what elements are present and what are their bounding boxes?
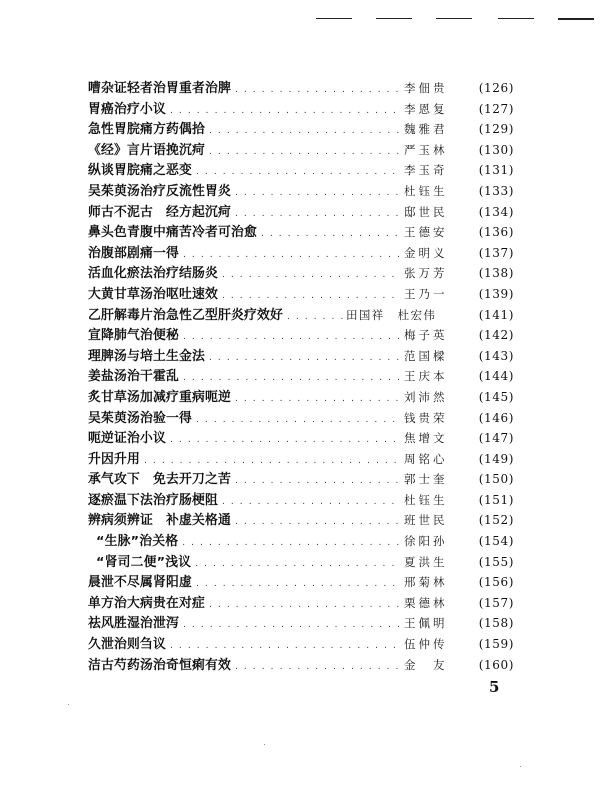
entry-title: 吴茱萸汤治验一得 [88, 410, 192, 426]
entry-author: 钱贵荣 [404, 410, 448, 425]
toc-entry[interactable] [88, 531, 514, 552]
header-rule [376, 18, 412, 19]
toc-entry[interactable] [88, 613, 514, 634]
toc-entry[interactable] [88, 140, 514, 161]
entry-page: (133) [478, 183, 514, 198]
header-rules [312, 18, 612, 22]
header-rule [558, 18, 594, 20]
entry-title: 承气攻下 免去开刀之苦 [88, 472, 231, 488]
entry-author: 杜钰生 [404, 492, 448, 507]
toc-entry[interactable] [88, 202, 514, 223]
dot-leader [196, 410, 401, 431]
entry-page: (127) [478, 101, 514, 116]
entry-title: 姜盐汤治干霍乱 [88, 369, 179, 385]
toc-entry[interactable] [88, 428, 514, 449]
entry-title: 吴茱萸汤治疗反流性胃炎 [88, 183, 231, 199]
header-rule [498, 18, 534, 19]
table-of-contents [88, 78, 514, 675]
toc-entry[interactable] [88, 490, 514, 511]
entry-author: 田国祥 杜宏伟 [346, 307, 437, 322]
entry-page: (147) [478, 431, 514, 446]
toc-entry[interactable] [88, 510, 514, 531]
dot-leader [235, 389, 401, 410]
entry-author: 班世民 [404, 513, 448, 528]
entry-author: 李恩复 [404, 101, 448, 116]
entry-title: 单方治大病贵在对症 [88, 595, 205, 611]
entry-title: 师古不泥古 经方起沉疴 [88, 204, 231, 220]
entry-author: 栗德林 [404, 595, 448, 610]
toc-entry[interactable] [88, 160, 514, 181]
dot-leader [170, 636, 401, 657]
toc-entry[interactable] [88, 305, 514, 326]
toc-entry[interactable] [88, 449, 514, 470]
entry-page: (157) [478, 595, 514, 610]
entry-author: 杜钰生 [404, 183, 448, 198]
dot-leader [209, 121, 401, 142]
dot-leader [182, 533, 401, 554]
entry-page: (156) [478, 575, 514, 590]
entry-title: 理脾汤与培土生金法 [88, 348, 205, 364]
dot-leader [196, 574, 401, 595]
entry-author: 梅子英 [404, 328, 448, 343]
scan-speck [520, 766, 521, 767]
toc-entry[interactable] [88, 572, 514, 593]
toc-entry[interactable] [88, 243, 514, 264]
entry-page: (158) [478, 616, 514, 631]
entry-page: (149) [478, 451, 514, 466]
dot-leader [235, 183, 401, 204]
entry-author: 周铭心 [404, 451, 448, 466]
entry-title: 逐瘀温下法治疗肠梗阻 [88, 492, 218, 508]
entry-page: (131) [478, 163, 514, 178]
entry-title: “肾司二便”浅议 [96, 554, 192, 570]
dot-leader [209, 595, 401, 616]
dot-leader [209, 348, 401, 369]
entry-title: 久泄治则刍议 [88, 637, 166, 653]
toc-entry[interactable] [88, 655, 514, 676]
toc-entry[interactable] [88, 634, 514, 655]
toc-entry[interactable] [88, 387, 514, 408]
toc-entry[interactable] [88, 222, 514, 243]
entry-title: “生脉”治关格 [96, 534, 179, 550]
entry-author: 邢菊林 [404, 575, 448, 590]
toc-entry[interactable] [88, 119, 514, 140]
entry-page: (142) [478, 328, 514, 343]
entry-title: 祛风胜湿治泄泻 [88, 616, 179, 632]
dot-leader [144, 451, 401, 472]
toc-entry[interactable] [88, 346, 514, 367]
entry-title: 《经》言片语挽沉疴 [88, 142, 205, 158]
entry-page: (141) [478, 307, 514, 322]
entry-author: 李玉奇 [404, 163, 448, 178]
page-number: 5 [489, 678, 500, 696]
entry-page: (146) [478, 410, 514, 425]
entry-title: 宣降肺气治便秘 [88, 328, 179, 344]
dot-leader [235, 657, 401, 678]
entry-page: (137) [478, 245, 514, 260]
entry-page: (152) [478, 513, 514, 528]
dot-leader [235, 204, 401, 225]
entry-page: (155) [478, 554, 514, 569]
entry-page: (159) [478, 637, 514, 652]
toc-entry[interactable] [88, 181, 514, 202]
dot-leader [222, 265, 401, 286]
entry-title: 晨泄不尽属肾阳虚 [88, 575, 192, 591]
toc-entry[interactable] [88, 366, 514, 387]
toc-entry[interactable] [88, 552, 514, 573]
entry-author: 焦增文 [404, 431, 448, 446]
entry-title: 乙肝解毒片治急性乙型肝炎疗效好 [88, 307, 283, 323]
toc-entry[interactable] [88, 469, 514, 490]
entry-author: 王佩明 [404, 616, 448, 631]
header-rule [436, 18, 472, 19]
toc-entry[interactable] [88, 408, 514, 429]
toc-entry[interactable] [88, 284, 514, 305]
header-rule [316, 18, 352, 19]
dot-leader [235, 512, 401, 533]
entry-title: 活血化瘀法治疗结肠炎 [88, 266, 218, 282]
dot-leader [183, 368, 401, 389]
entry-page: (144) [478, 369, 514, 384]
entry-author: 王德安 [404, 225, 448, 240]
entry-author: 王乃一 [404, 286, 448, 301]
dot-leader [235, 80, 401, 101]
entry-page: (138) [478, 266, 514, 281]
entry-author: 邸世民 [404, 204, 448, 219]
toc-entry[interactable] [88, 99, 514, 120]
toc-entry[interactable] [88, 325, 514, 346]
entry-title: 炙甘草汤加减疗重病呃逆 [88, 389, 231, 405]
entry-title: 洁古芍药汤治奇恒痢有效 [88, 657, 231, 673]
entry-author: 魏雅君 [404, 122, 448, 137]
dot-leader [183, 245, 401, 266]
entry-page: (154) [478, 534, 514, 549]
entry-page: (126) [478, 81, 514, 95]
dot-leader [222, 286, 401, 307]
toc-entry[interactable] [88, 263, 514, 284]
entry-author: 金 友 [404, 657, 448, 672]
entry-title: 急性胃脘痛方药偶拾 [88, 122, 205, 138]
entry-author: 郭士奎 [404, 472, 448, 487]
entry-author: 夏洪生 [404, 554, 448, 569]
dot-leader [170, 430, 401, 451]
entry-title: 升因升用 [88, 451, 140, 467]
entry-title: 大黄甘草汤治呕吐速效 [88, 286, 218, 302]
entry-page: (134) [478, 204, 514, 219]
entry-page: (160) [478, 657, 514, 672]
entry-author: 徐阳孙 [404, 534, 448, 549]
entry-author: 伍仲传 [404, 637, 448, 652]
entry-title: 呃逆证治小议 [88, 431, 166, 447]
entry-page: (136) [478, 225, 514, 240]
dot-leader [222, 492, 401, 513]
scan-speck [68, 704, 69, 705]
toc-entry[interactable] [88, 593, 514, 614]
entry-title: 胃癌治疗小议 [88, 101, 166, 117]
entry-author: 刘沛然 [404, 389, 448, 404]
entry-title: 纵谈胃脘痛之恶变 [88, 163, 192, 179]
entry-page: (130) [478, 142, 514, 157]
entry-page: (150) [478, 472, 514, 487]
dot-leader [196, 162, 401, 183]
dot-leader [261, 224, 401, 245]
dot-leader [170, 101, 401, 122]
entry-author: 严玉林 [404, 142, 448, 157]
entry-title: 辨病须辨证 补虚关格通 [88, 513, 231, 529]
entry-page: (139) [478, 286, 514, 301]
entry-author: 张万芳 [404, 266, 448, 281]
toc-entry[interactable] [88, 78, 514, 99]
entry-title: 嘈杂证轻者治胃重者治脾 [88, 81, 231, 96]
entry-author: 范国樑 [404, 348, 448, 363]
entry-page: (151) [478, 492, 514, 507]
dot-leader [183, 327, 401, 348]
dot-leader [235, 471, 401, 492]
entry-author: 金明义 [404, 245, 448, 260]
scan-speck [264, 744, 265, 745]
dot-leader [183, 615, 401, 636]
entry-page: (143) [478, 348, 514, 363]
entry-title: 鼻头色青腹中痛苦冷者可治愈 [88, 225, 257, 241]
entry-page: (145) [478, 389, 514, 404]
dot-leader [195, 554, 401, 575]
entry-author: 王庆本 [404, 369, 448, 384]
dot-leader [287, 307, 343, 328]
entry-page: (129) [478, 122, 514, 137]
entry-title: 治腹部剧痛一得 [88, 245, 179, 261]
entry-author: 李佃贵 [404, 81, 448, 95]
dot-leader [209, 142, 401, 163]
